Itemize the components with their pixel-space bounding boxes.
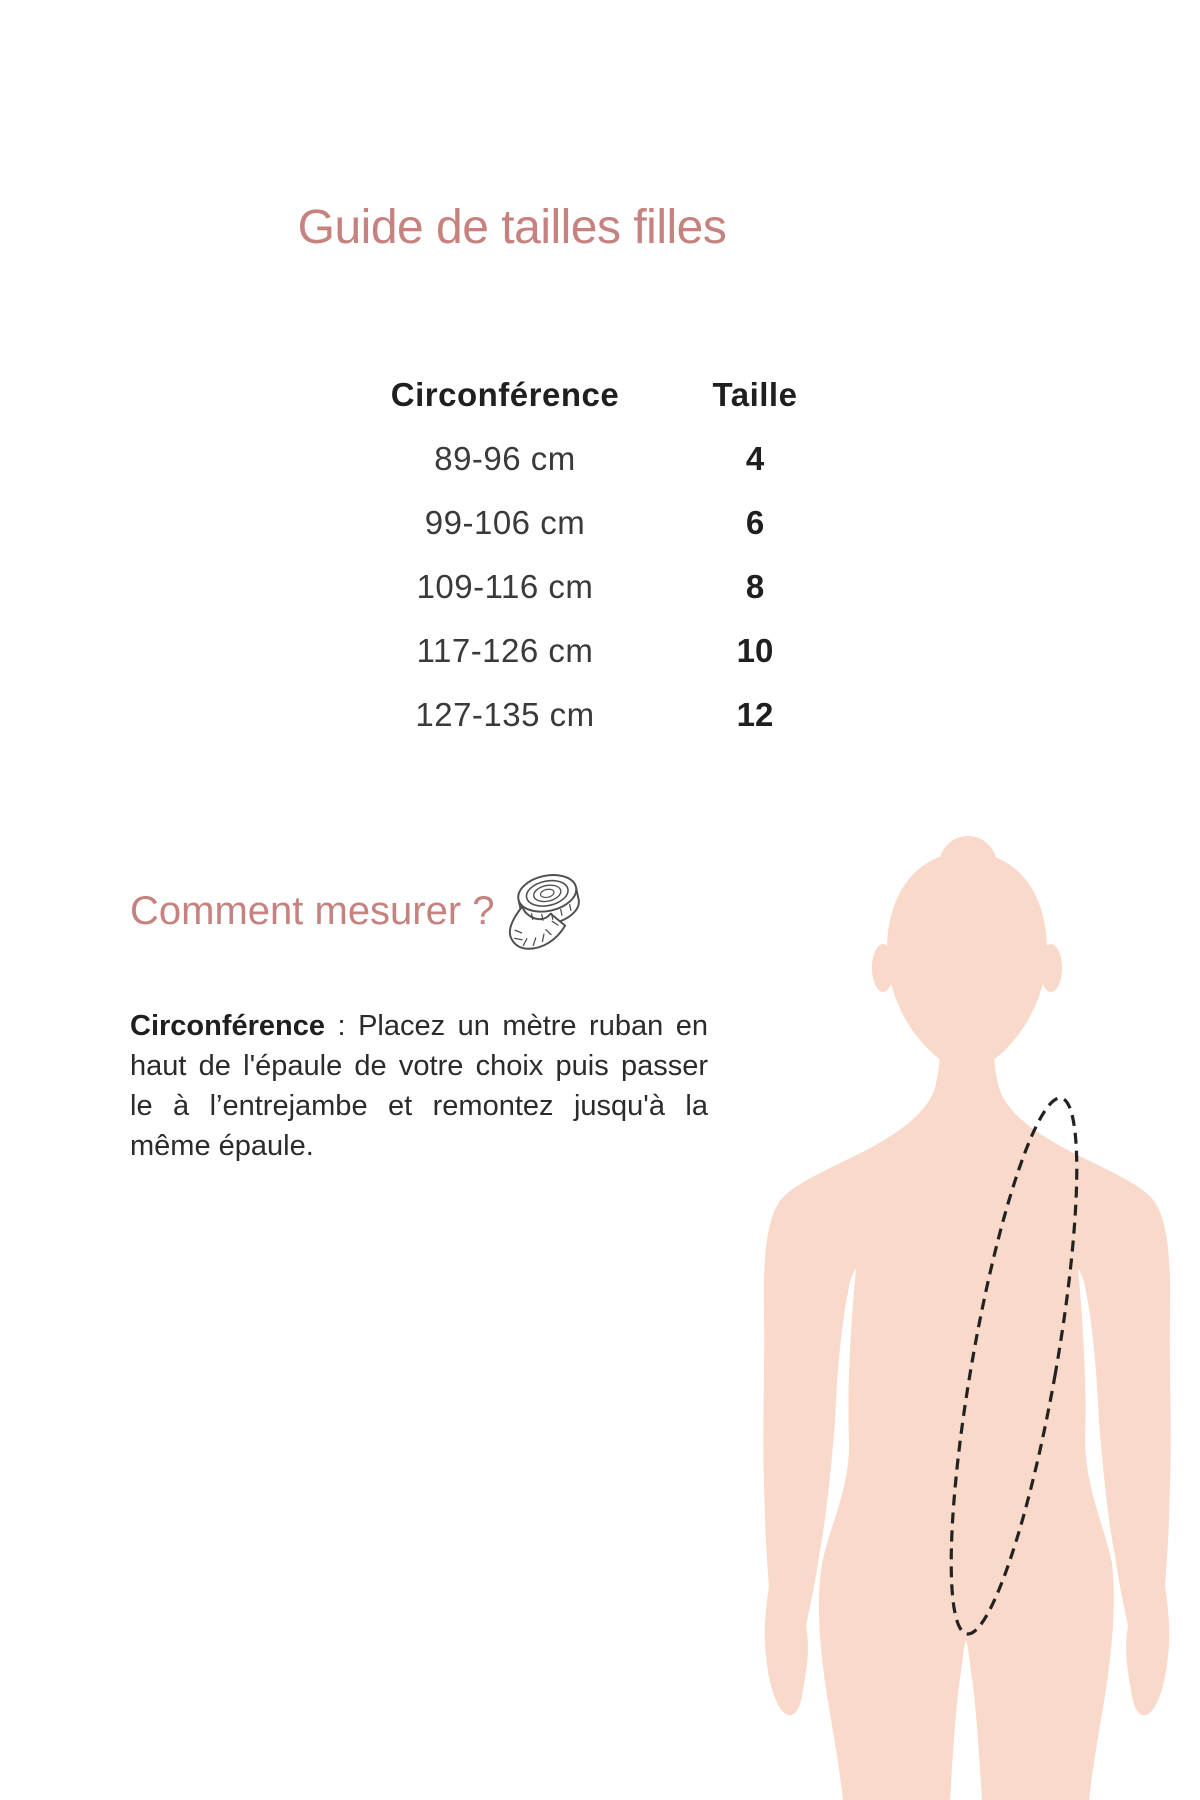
circumference-value: 127-135 cm [415,696,595,733]
table-row [355,427,855,491]
size-value: 12 [736,696,774,733]
measure-description: Placez un mètre ruban en haut de l'épaule de votre choix puis passer le à l’entrejambe et remontez jusqu'à la même épaule. [130,1010,708,1162]
table-row [355,491,855,555]
size-value: 10 [736,632,774,669]
circumference-value: 109-116 cm [416,568,594,605]
how-to-measure-paragraph [130,1006,708,1166]
size-value: 8 [745,568,765,605]
size-table-header-row [355,363,855,427]
measure-separator: : [325,1010,359,1042]
circumference-value: 117-126 cm [416,632,594,669]
how-to-measure-heading: Comment mesurer ? [130,889,495,933]
circumference-value: 99-106 cm [424,504,586,541]
circumference-value: 89-96 cm [434,440,576,477]
table-row [355,619,855,683]
page-title: Guide de tailles filles [297,201,727,255]
table-row [355,683,855,747]
girl-silhouette-illustration [680,830,1200,1800]
circumference-column-header: Circonférence [390,376,620,413]
size-table [355,363,855,747]
measuring-tape-icon [500,862,598,960]
size-value: 6 [745,504,765,541]
size-column-header: Taille [712,376,798,413]
measure-term: Circonférence [130,1010,326,1042]
size-value: 4 [745,440,765,477]
body [763,1032,1170,1800]
table-row [355,555,855,619]
